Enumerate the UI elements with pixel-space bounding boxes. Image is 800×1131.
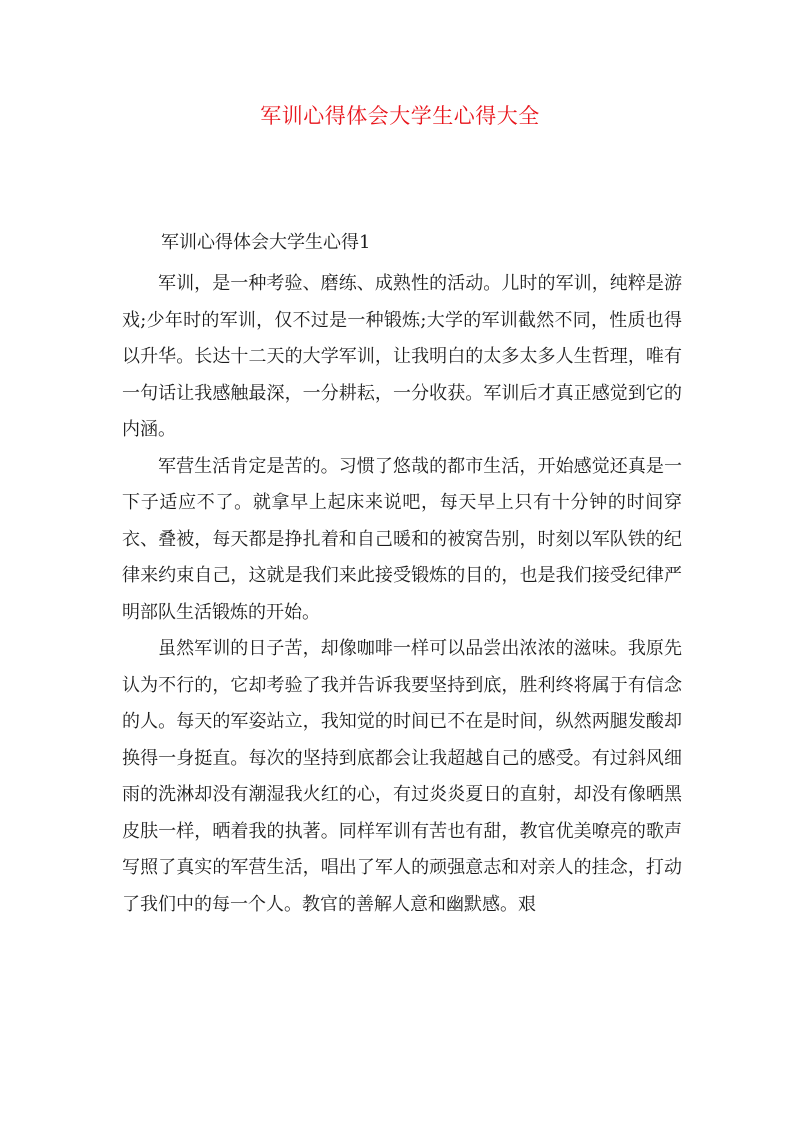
section-heading: 军训心得体会大学生心得1 — [161, 232, 371, 253]
document-body — [122, 266, 682, 923]
paragraph-3: 虽然军训的日子苦，却像咖啡一样可以品尝出浓浓的滋味。我原先认为不行的，它却考验了我并告诉我要坚持到底，胜利终将属于有信念的人。每天的军姿站立，我知觉的时间已不在是时间，纵然两腿发酸却换得一身挺直。每次的坚持到底都会让我超越自己的感受。有过斜风细雨的洗淋却没有潮湿我火红的心，有过炎炎夏日的直射，却没有像晒黑皮肤一样，晒着我的执著。同样军训有苦也有甜，教官优美嘹亮的歌声写照了真实的军营生活，唱出了军人的顽强意志和对亲人的挂念，打动了我们中的每一个人。教官的善解人意和幽默感。艰 — [122, 638, 682, 915]
paragraph-2: 军营生活肯定是苦的。习惯了悠哉的都市生活，开始感觉还真是一下子适应不了。就拿早上起床来说吧，每天早上只有十分钟的时间穿衣、叠被，每天都是挣扎着和自己暖和的被窝告别，时刻以军队铁的纪律来约束自己，这就是我们来此接受锻炼的目的，也是我们接受纪律严明部队生活锻炼的开始。 — [122, 455, 682, 623]
paragraph-1: 军训，是一种考验、磨练、成熟性的活动。儿时的军训，纯粹是游戏;少年时的军训，仅不过是一种锻炼;大学的军训截然不同，性质也得以升华。长达十二天的大学军训，让我明白的太多太多人生哲理，唯有一句话让我感触最深，一分耕耘，一分收获。军训后才真正感觉到它的内涵。 — [122, 273, 682, 440]
document-title: 军训心得体会大学生心得大全 — [260, 104, 540, 128]
